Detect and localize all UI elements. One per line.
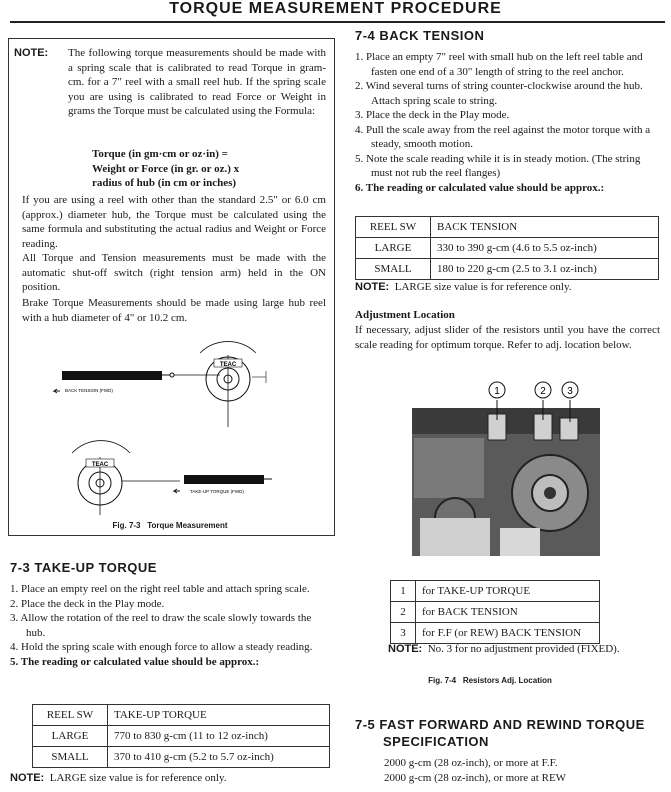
note-text: LARGE size value is for reference only. <box>394 281 572 293</box>
adjustment-heading: Adjustment Location <box>355 309 455 321</box>
list-item: 4. Hold the spring scale with enough force to allow a steady reading. <box>10 641 313 653</box>
note-text: No. 3 for no adjustment provided (FIXED). <box>427 643 620 655</box>
note-para-brake: Brake Torque Measurements should be made using large hub reel with a hub diameter of 4" or 10.2 cm. <box>22 297 326 324</box>
note-text: The following torque measurements should be made with a spring scale that is calibrated to read Torque in gram-cm. for a 7" reel with a small reel hub. If the spring scale you are using is calibrated to read Force or Weight in grams the Torque must be calculated using the Formula: <box>68 47 326 117</box>
ff-spec <box>384 756 664 785</box>
fig-7-3-title: Torque Measurement <box>147 521 228 530</box>
list-item: 3. Allow the rotation of the reel to draw the scale slowly towards the hub. <box>10 612 312 639</box>
table-header: TAKE-UP TORQUE <box>108 705 330 726</box>
table-cell: 770 to 830 g-cm (11 to 12 oz-inch) <box>108 726 330 747</box>
table-row <box>356 217 659 238</box>
takeup-label: TAKE-UP TORQUE (FWD) <box>190 489 244 494</box>
table-row <box>391 602 600 623</box>
table-cell: LARGE <box>356 238 431 259</box>
callout-3-label: 3 <box>567 386 573 397</box>
page-title: TORQUE MEASUREMENT PROCEDURE <box>169 0 502 17</box>
list-item: 5. Note the scale reading while it is in steady motion. (The string must not rub the reel flanges) <box>355 152 641 179</box>
formula <box>92 147 322 191</box>
table-cell: LARGE <box>33 726 108 747</box>
table-cell: 3 <box>391 623 416 644</box>
brand-label: TEAC <box>219 362 237 368</box>
list-item: 1. Place an empty 7" reel with small hub on the left reel table and fasten one end of a 30" length of string to the reel anchor. <box>355 51 643 78</box>
list-item: 1. Place an empty reel on the right reel table and attach spring scale. <box>10 583 310 595</box>
ff-spec-line: 2000 g-cm (28 oz-inch), or more at F.F. <box>384 757 558 769</box>
takeup-steps <box>10 582 330 669</box>
list-item: 3. Place the deck in the Play mode. <box>355 109 510 121</box>
fig-7-4-title: Resistors Adj. Location <box>462 676 552 685</box>
table-header: REEL SW <box>356 217 431 238</box>
ff-spec-line: 2000 g-cm (28 oz-inch), or more at REW <box>384 771 567 784</box>
table-cell: 330 to 390 g-cm (4.6 to 5.5 oz-inch) <box>431 238 659 259</box>
takeup-diagram <box>72 441 272 515</box>
list-item: 4. Pull the scale away from the reel against the motor torque with a steady, smooth motion. <box>355 123 651 150</box>
callout-1-label: 1 <box>494 386 500 397</box>
table-row <box>391 623 600 644</box>
brand-label: TEAC <box>91 462 109 468</box>
table-row <box>33 726 330 747</box>
table-cell: for F.F (or REW) BACK TENSION <box>416 623 600 644</box>
takeup-note <box>10 771 330 786</box>
note-label: NOTE: <box>355 281 390 293</box>
table-cell: SMALL <box>356 259 431 280</box>
fig-7-4-number: Fig. 7-4 <box>428 676 457 685</box>
note-para-switch: All Torque and Tension measurements must be made with the automatic shut-off switch (right tension arm) held in the ON position. <box>22 252 326 293</box>
section-7-5-heading-line: SPECIFICATION <box>383 734 489 749</box>
table-cell: 2 <box>391 602 416 623</box>
table-header: REEL SW <box>33 705 108 726</box>
note-label: NOTE: <box>388 643 423 655</box>
table-cell: SMALL <box>33 747 108 768</box>
fig-7-3-caption <box>90 521 250 530</box>
table-row <box>391 581 600 602</box>
list-item: 5. The reading or calculated value should be approx.: <box>10 655 260 668</box>
table-cell: for BACK TENSION <box>416 602 600 623</box>
list-item: 2. Place the deck in the Play mode. <box>10 597 165 610</box>
formula-line: radius of hub (in cm or inches) <box>92 177 237 189</box>
table-cell: 370 to 410 g-cm (5.2 to 5.7 oz-inch) <box>108 747 330 768</box>
spring-scale <box>62 371 162 380</box>
title-rule <box>10 21 665 23</box>
torque-measurement-figure <box>20 335 320 515</box>
list-item: 6. The reading or calculated value should be approx.: <box>355 181 605 194</box>
table-header: BACK TENSION <box>431 217 659 238</box>
list-item: 2. Wind several turns of string counter-clockwise around the hub. Attach spring scale to string. <box>355 80 643 107</box>
callout-2-label: 2 <box>540 386 546 397</box>
table-row <box>33 747 330 768</box>
formula-line: Weight or Force (in gr. or oz.) x <box>92 162 240 175</box>
table-row <box>356 259 659 280</box>
section-7-4-heading: 7-4 BACK TENSION <box>355 28 485 43</box>
fig-7-3-number: Fig. 7-3 <box>112 521 141 530</box>
adjustment-text: If necessary, adjust slider of the resistors until you have the correct scale reading for optimum torque. Refer to adj. location below. <box>355 324 660 351</box>
section-7-5-heading-line: 7-5 FAST FORWARD AND REWIND TORQUE <box>355 717 645 732</box>
resistor-table <box>390 580 600 644</box>
back-tension-table <box>355 216 659 280</box>
spring-scale <box>184 475 264 484</box>
note-para-hub: If you are using a reel with other than the standard 2.5" or 6.0 cm (approx.) diameter hub, the Torque must be calculated using the same formula and substituting the actual radius and Weight or Force reading. <box>22 194 326 250</box>
table-cell: 1 <box>391 581 416 602</box>
section-7-5-heading <box>355 716 667 750</box>
table-row <box>356 238 659 259</box>
note-text: LARGE size value is for reference only. <box>49 772 227 784</box>
formula-line: Torque (in gm·cm or oz·in) = <box>92 148 228 160</box>
back-tension-note <box>355 280 660 295</box>
section-7-3-heading: 7-3 TAKE-UP TORQUE <box>10 560 157 575</box>
table-cell: for TAKE-UP TORQUE <box>416 581 600 602</box>
back-tension-label: BACK TENSION (FWD) <box>65 388 113 393</box>
note-label: NOTE: <box>10 772 45 784</box>
resistor-location-photo <box>400 378 600 556</box>
back-tension-diagram <box>54 342 266 427</box>
table-cell: 180 to 220 g-cm (2.5 to 3.1 oz-inch) <box>431 259 659 280</box>
note-label: NOTE: <box>14 47 49 59</box>
fig-7-4-caption <box>420 676 560 685</box>
table-row <box>33 705 330 726</box>
takeup-table <box>32 704 330 768</box>
resistor-note <box>388 642 668 657</box>
back-tension-steps <box>355 50 660 195</box>
